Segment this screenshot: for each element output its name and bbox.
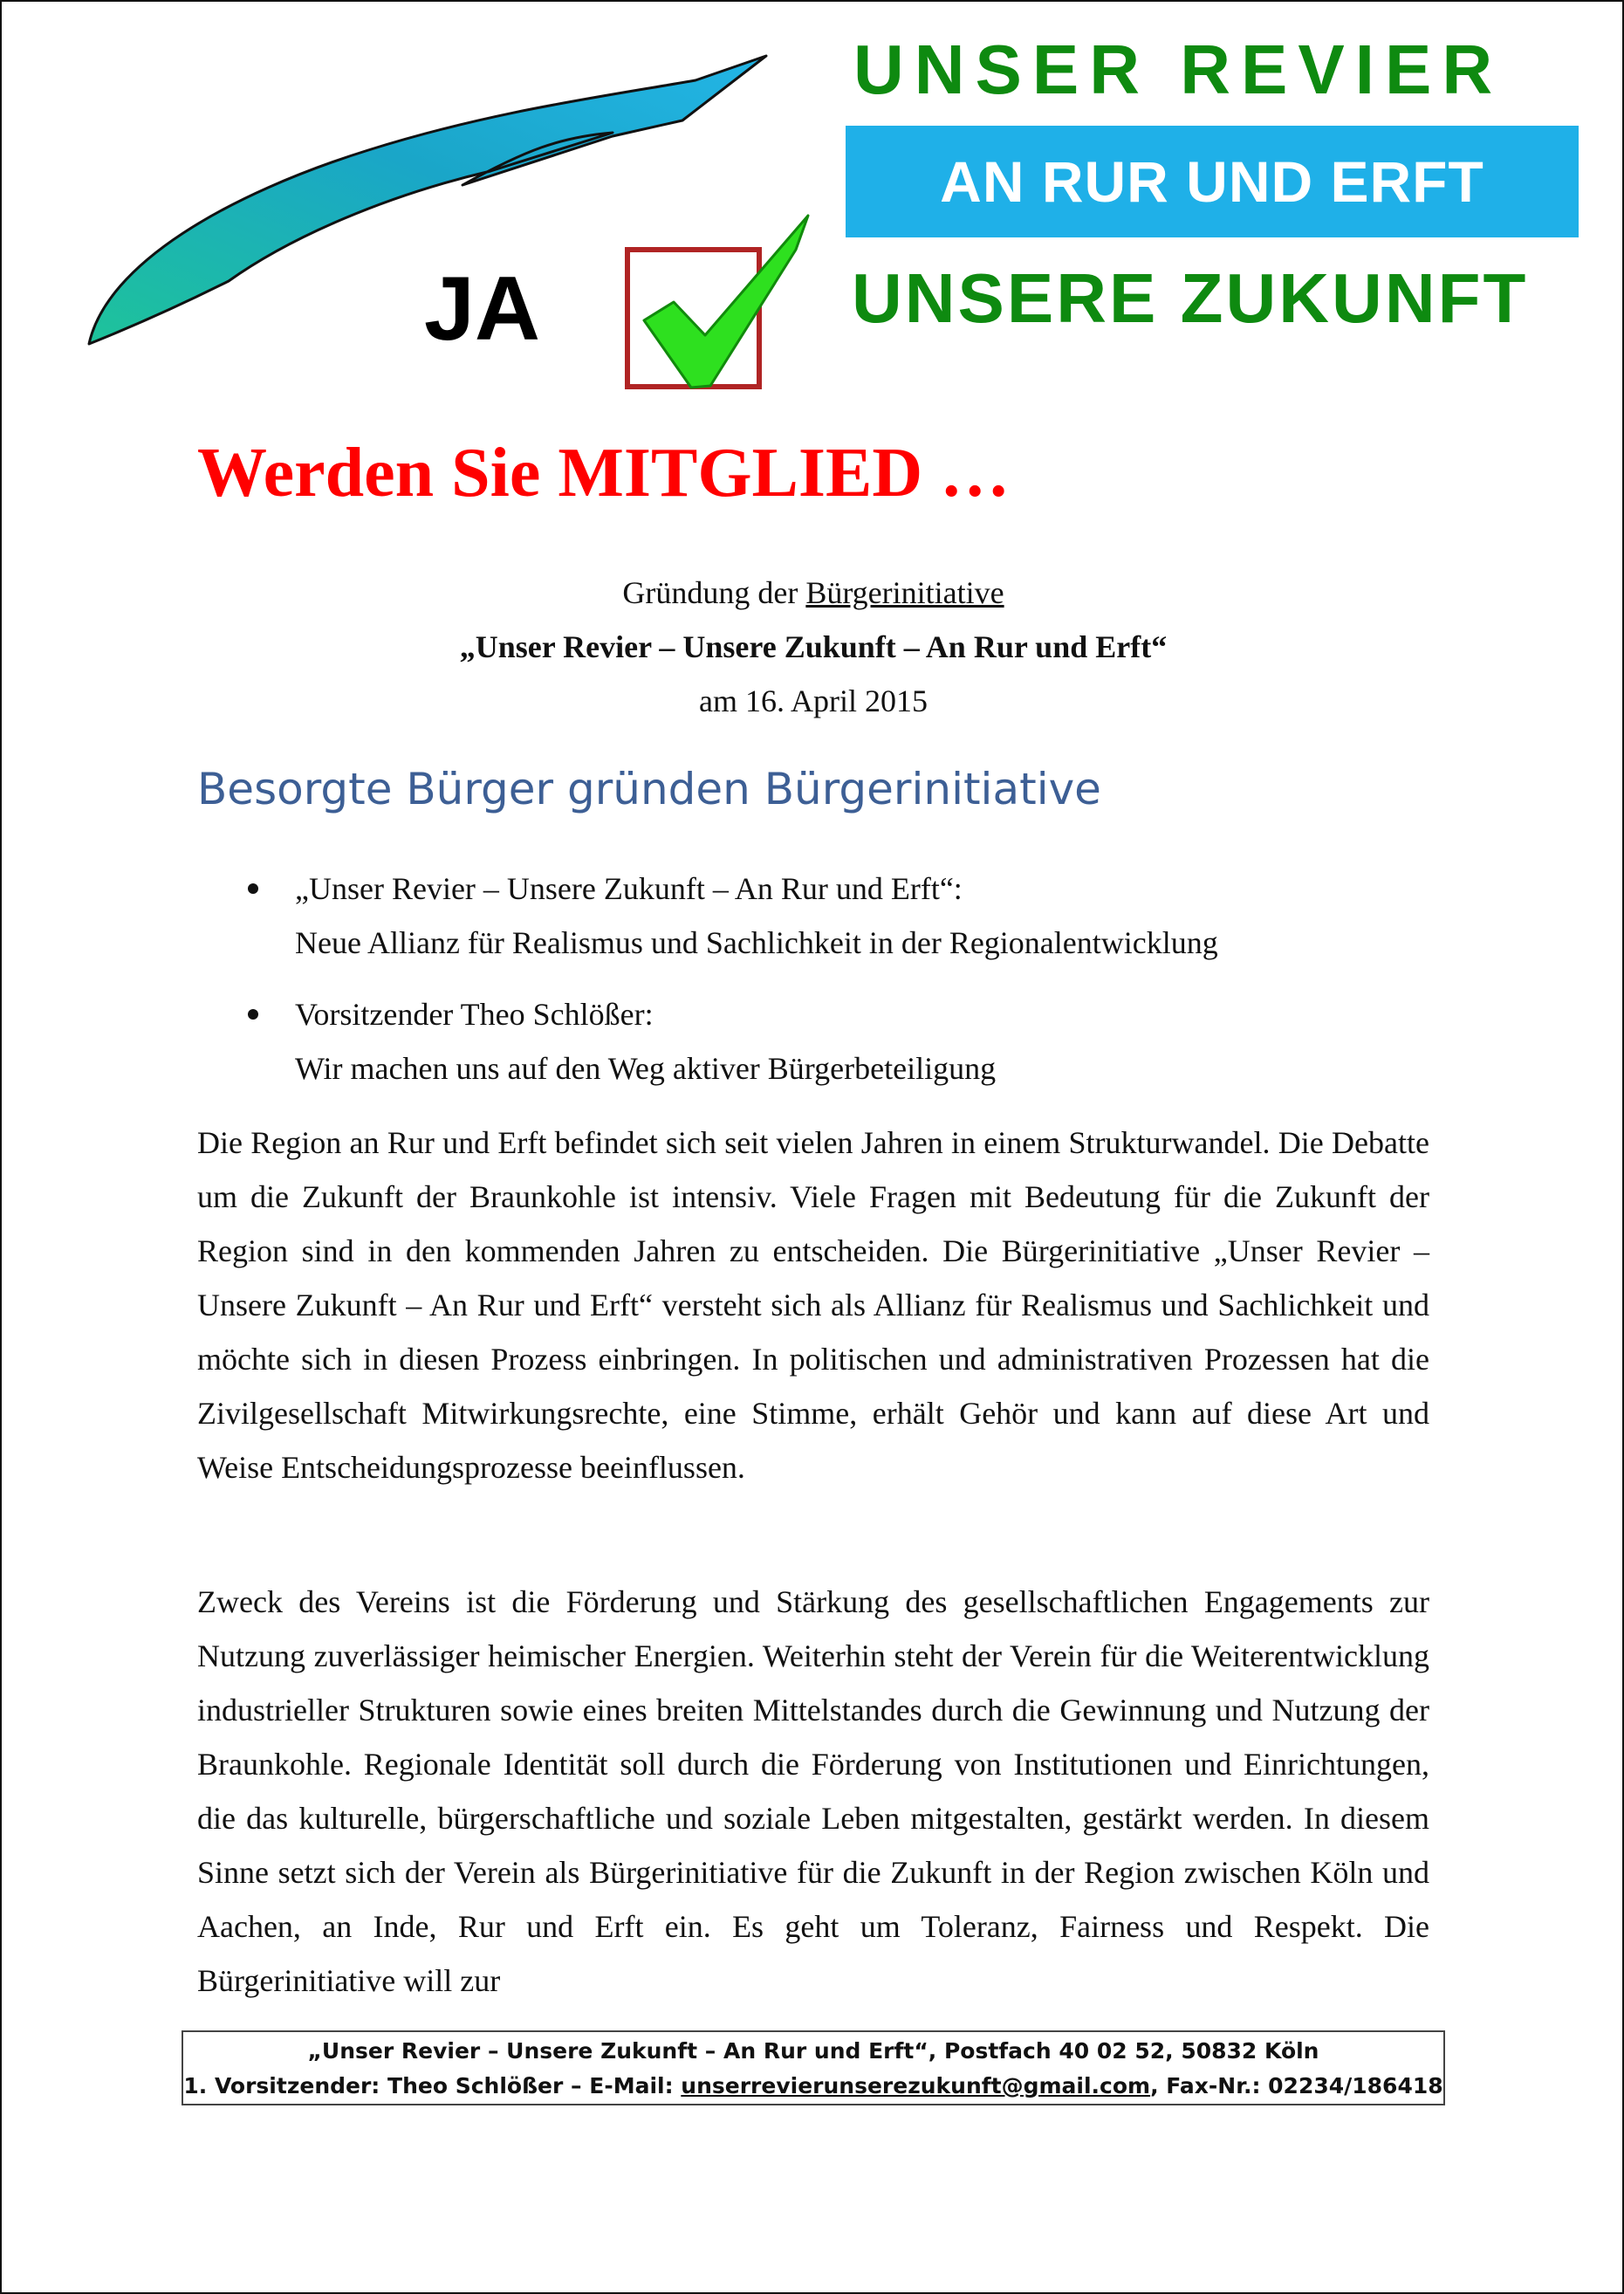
bullet-line-2: Wir machen uns auf den Weg aktiver Bürgerbeteiligung [295,1051,997,1086]
headline: Werden Sie MITGLIED … [197,435,1011,512]
founding-link-word: Bürgerinitiative [805,575,1004,610]
founding-notice [197,566,1429,728]
bullet-list [197,862,1429,1113]
footer-contact-line [183,2069,1443,2104]
footer-contact-box [182,2030,1445,2105]
founding-date: am 16. April 2015 [699,683,928,718]
footer-chair: 1. Vorsitzender: Theo Schlößer – E-Mail: [183,2073,682,2098]
footer-fax: , Fax-Nr.: 02234/186418 [1150,2073,1443,2098]
list-item [197,862,1429,970]
founding-line [197,566,1429,620]
checkbox-checkmark-icon [627,216,808,388]
footer-address: „Unser Revier – Unsere Zukunft – An Rur und Erft“, Postfach 40 02 52, 50832 Köln [307,2038,1319,2064]
logo-title-bottom: UNSERE ZUKUNFT [852,259,1529,337]
founding-prefix: Gründung der [622,575,806,610]
logo-banner [2,2,1622,412]
section-heading: Besorgte Bürger gründen Bürgerinitiative [197,764,1101,814]
bullet-icon [248,883,258,894]
email-link[interactable]: unserrevierunserezukunft@gmail.com [681,2073,1151,2098]
bullet-icon [248,1009,258,1020]
list-item [197,987,1429,1095]
bullet-line-2: Neue Allianz für Realismus und Sachlichkeit in der Regionalentwicklung [295,925,1218,960]
body-paragraph: Die Region an Rur und Erft befindet sich seit vielen Jahren in einem Strukturwandel. Die Debatte um die Zukunft der Braunkohle ist intensiv. Viele Fragen mit Bedeutung für die Zukunft der Region sind in den kommenden Jahren zu entscheiden. Die Bürgerinitiative „Unser Revier – Unsere Zukunft – An Rur und Erft“ versteht sich als Allianz für Realismus und Sachlichkeit und möchte sich in diesen Prozess einbringen. In politischen und administrativen Prozessen hat die Zivilgesellschaft Mitwirkungsrechte, eine Stimme, erhält Gehör und kann auf diese Art und Weise Entscheidungsprozesse beeinflussen. [197,1125,1429,1485]
bullet-line-1: „Unser Revier – Unsere Zukunft – An Rur und Erft“: [295,871,963,906]
logo-title-top: UNSER REVIER [853,31,1504,108]
bullet-line-1: Vorsitzender Theo Schlößer: [295,997,654,1032]
logo-ja-text: JA [424,258,540,360]
initiative-name: „Unser Revier – Unsere Zukunft – An Rur und Erft“ [459,629,1168,664]
logo-title-band: AN RUR UND ERFT [846,126,1579,237]
body-paragraph: Zweck des Vereins ist die Förderung und Stärkung des gesellschaftlichen Engagements zur Nutzung zuverlässiger heimischer Energien. Weiterhin steht der Verein für die Weiterentwicklung industrieller Strukturen sowie eines breiten Mittelstandes durch die Gewinnung und Nutzung der Braunkohle. Regionale Identität soll durch die Förderung von Institutionen und Einrichtungen, die das kulturelle, bürgerschaftliche und soziale Leben mitgestalten, gestärkt werden. In diesem Sinne setzt sich der Verein als Bürgerinitiative für die Zukunft in der Region zwischen Köln und Aachen, an Inde, Rur und Erft ein. Es geht um Toleranz, Fairness und Respekt. Die Bürgerinitiative will zur [197,1584,1429,1998]
